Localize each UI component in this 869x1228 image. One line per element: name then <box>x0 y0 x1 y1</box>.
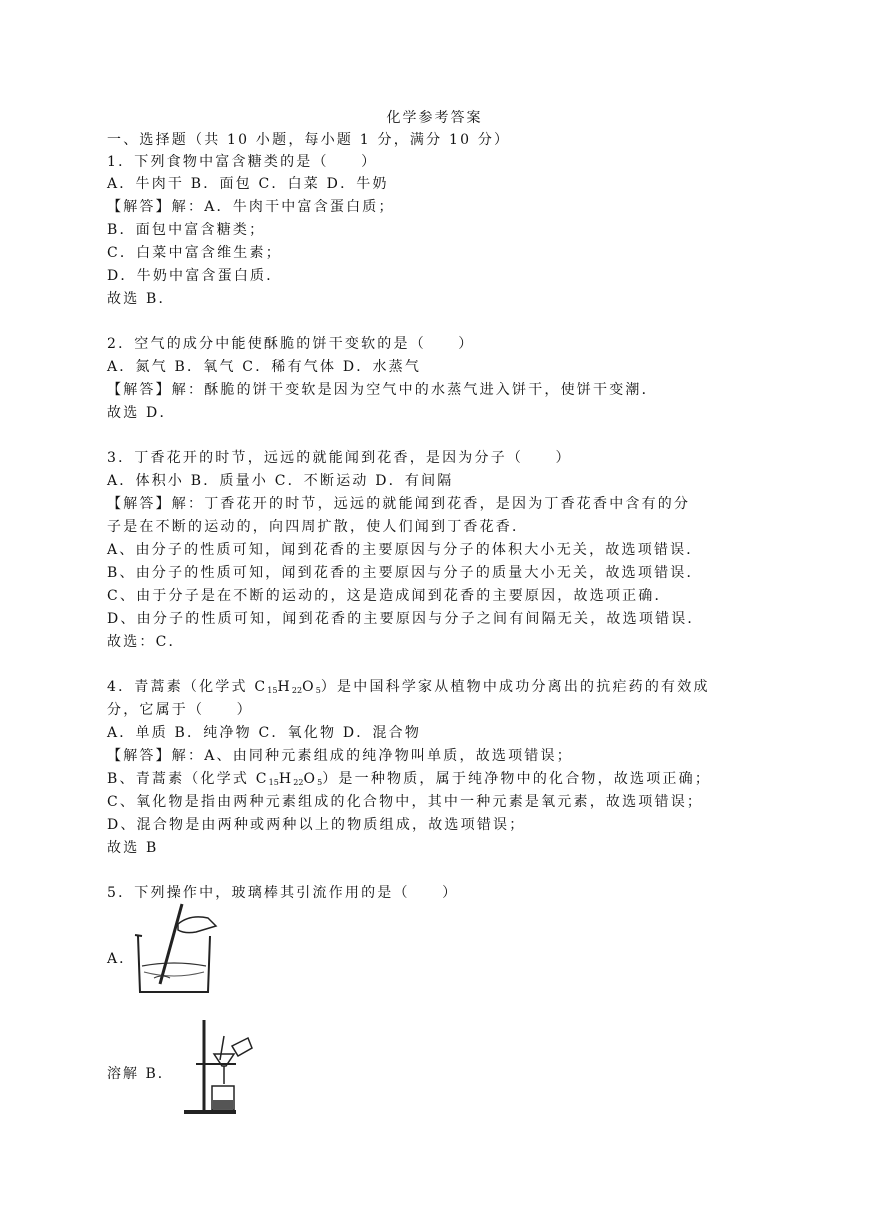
option-a-label: A． <box>107 951 136 967</box>
subscript: 15 <box>267 686 278 695</box>
q1-answer-line: B．面包中富含糖类； <box>107 222 266 238</box>
q3-stem: 3．丁香花开的时节，远远的就能闻到花香，是因为分子（ ） <box>107 450 572 466</box>
subscript: 5 <box>315 686 321 695</box>
section-heading: 一、选择题（共 10 小题，每小题 1 分，满分 10 分） <box>107 132 511 148</box>
q4-answer-line: D、混合物是由两种或两种以上的物质组成，故选项错误； <box>107 817 526 833</box>
q4-answer-line: C、氧化物是指由两种元素组成的化合物中，其中一种元素是氧元素，故选项错误； <box>107 794 704 810</box>
q1-answer-line: 【解答】解：A．牛肉干中富含蛋白质； <box>107 199 395 215</box>
formula-part: H <box>278 771 294 787</box>
answer-text: B、青蒿素（化学式 C <box>107 771 269 787</box>
formula-part: O <box>303 771 318 787</box>
option-b-label: 溶解 B． <box>107 1066 174 1082</box>
q4-options: A．单质 B．纯净物 C．氧化物 D．混合物 <box>107 725 422 741</box>
q2-stem: 2．空气的成分中能使酥脆的饼干变软的是（ ） <box>107 336 475 352</box>
q3-answer-line: C、由于分子是在不断的运动的，这是造成闻到花香的主要原因，故选项正确． <box>107 588 671 604</box>
subscript: 22 <box>293 778 304 787</box>
subscript: 22 <box>291 686 303 695</box>
q4-answer-line: 【解答】解：A、由同种元素组成的纯净物叫单质，故选项错误； <box>107 748 573 764</box>
q3-options: A．体积小 B．质量小 C．不断运动 D．有间隔 <box>107 473 454 489</box>
subscript: 5 <box>317 778 323 787</box>
filtration-stand-figure <box>178 1016 258 1118</box>
q3-answer-line: A、由分子的性质可知，闻到花香的主要原因与分子的体积大小无关，故选项错误． <box>107 542 703 558</box>
formula-part: H <box>277 679 292 695</box>
dissolving-beaker-figure <box>130 900 220 996</box>
q2-result: 故选 D． <box>107 405 176 421</box>
q1-answer-line: D．牛奶中富含蛋白质． <box>107 268 283 284</box>
q5-stem: 5．下列操作中，玻璃棒其引流作用的是（ ） <box>107 885 459 901</box>
q4-result: 故选 B <box>107 840 159 856</box>
formula-part: O <box>302 679 316 695</box>
subscript: 15 <box>268 778 279 787</box>
q3-answer-line: B、由分子的性质可知，闻到花香的主要原因与分子的质量大小无关，故选项错误． <box>107 565 703 581</box>
q4-answer-line <box>107 769 711 793</box>
q4-stem-cont: 分，它属于（ ） <box>107 702 253 718</box>
q3-answer-line: 子是在不断的运动的，向四周扩散，使人们闻到丁香花香． <box>107 519 529 535</box>
q3-answer-line: D、由分子的性质可知，闻到花香的主要原因与分子之间有间隔无关，故选项错误． <box>107 611 704 627</box>
q4-stem-text: ）是中国科学家从植物中成功分离出的抗疟药的有效成 <box>320 679 710 695</box>
q4-stem <box>107 677 710 701</box>
q1-result: 故选 B． <box>107 291 175 307</box>
q2-answer-line: 【解答】解：酥脆的饼干变软是因为空气中的水蒸气进入饼干，使饼干变潮． <box>107 382 658 398</box>
q4-stem-text: 4．青蒿素（化学式 C <box>107 679 268 695</box>
q2-options: A．氮气 B．氧气 C．稀有气体 D．水蒸气 <box>107 359 422 375</box>
q3-result: 故选：C． <box>107 634 185 650</box>
q1-answer-line: C．白菜中富含维生素； <box>107 245 282 261</box>
q1-options: A．牛肉干 B．面包 C．白菜 D．牛奶 <box>107 176 389 192</box>
q3-answer-line: 【解答】解：丁香花开的时节，远远的就能闻到花香，是因为丁香花香中含有的分 <box>107 496 691 512</box>
answer-text: ）是一种物质，属于纯净物中的化合物，故选项正确； <box>322 771 712 787</box>
q1-stem: 1．下列食物中富含糖类的是（ ） <box>107 154 378 170</box>
page-title: 化学参考答案 <box>386 110 483 126</box>
